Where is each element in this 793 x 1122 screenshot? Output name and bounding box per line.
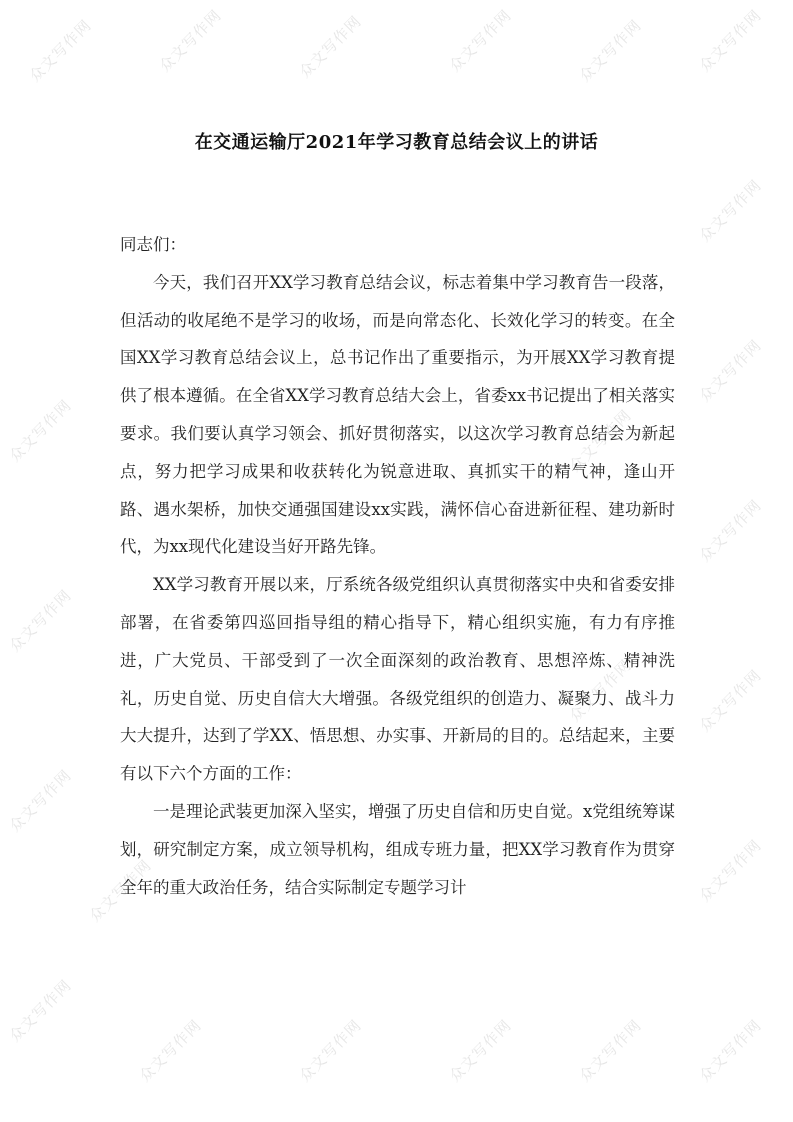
document-body [120, 226, 675, 906]
watermark: 众文写作网 [695, 666, 766, 736]
watermark: 众文写作网 [5, 396, 76, 466]
watermark: 众文写作网 [295, 1016, 366, 1086]
watermark: 众文写作网 [5, 766, 76, 836]
watermark: 众文写作网 [565, 406, 636, 476]
watermark: 众文写作网 [5, 976, 76, 1046]
watermark: 众文写作网 [575, 16, 646, 86]
watermark: 众文写作网 [85, 856, 156, 926]
watermark: 众文写作网 [155, 6, 226, 76]
watermark: 众文写作网 [445, 6, 516, 76]
page-title: 在交通运输厅2021年学习教育总结会议上的讲话 [194, 132, 599, 153]
salutation: 同志们： [120, 235, 186, 254]
paragraph: 今天，我们召开XX学习教育总结会议，标志着集中学习教育告一段落，但活动的收尾绝不是学习的收场，而是向常态化、长效化学习的转变。在全国XX学习教育总结会议上，总书记作出了重要指示，为开展XX学习教育提供了根本遵循。在全省XX学习教育总结大会上，省委xx书记提出了相关落实要求。我们要认真学习领会、抓好贯彻落实，以这次学习教育总结会为新起点，努力把学习成果和收获转化为锐意进取、真抓实干的精气神，逢山开路、遇水架桥，加快交通强国建设xx实践，满怀信心奋进新征程、建功新时代，为xx现代化建设当好开路先锋。 [120, 272, 675, 557]
watermark: 众文写作网 [695, 336, 766, 406]
watermark: 众文写作网 [695, 836, 766, 906]
watermark: 众文写作网 [575, 1016, 646, 1086]
watermark: 众文写作网 [5, 586, 76, 656]
watermark: 众文写作网 [445, 1016, 516, 1086]
watermark: 众文写作网 [25, 16, 96, 86]
watermark: 众文写作网 [135, 1016, 206, 1086]
paragraph: 一是理论武装更加深入坚实，增强了历史自信和历史自觉。x党组统筹谋划，研究制定方案，成立领导机构，组成专班力量，把XX学习教育作为贯穿全年的重大政治任务，结合实际制定专题学习计 [120, 801, 675, 897]
watermark: 众文写作网 [565, 656, 636, 726]
paragraph: XX学习教育开展以来，厅系统各级党组织认真贯彻落实中央和省委安排部署，在省委第四巡回指导组的精心指导下，精心组织实施，有力有序推进，广大党员、干部受到了一次全面深刻的政治教育、思想淬炼、精神洗礼，历史自觉、历史自信大大增强。各级党组织的创造力、凝聚力、战斗力大大提升，达到了学XX、悟思想、办实事、开新局的目的。总结起来，主要有以下六个方面的工作： [120, 575, 675, 784]
watermark: 众文写作网 [695, 496, 766, 566]
watermark: 众文写作网 [695, 176, 766, 246]
watermark: 众文写作网 [695, 1016, 766, 1086]
watermark: 众文写作网 [295, 12, 366, 82]
watermark: 众文写作网 [695, 6, 766, 76]
